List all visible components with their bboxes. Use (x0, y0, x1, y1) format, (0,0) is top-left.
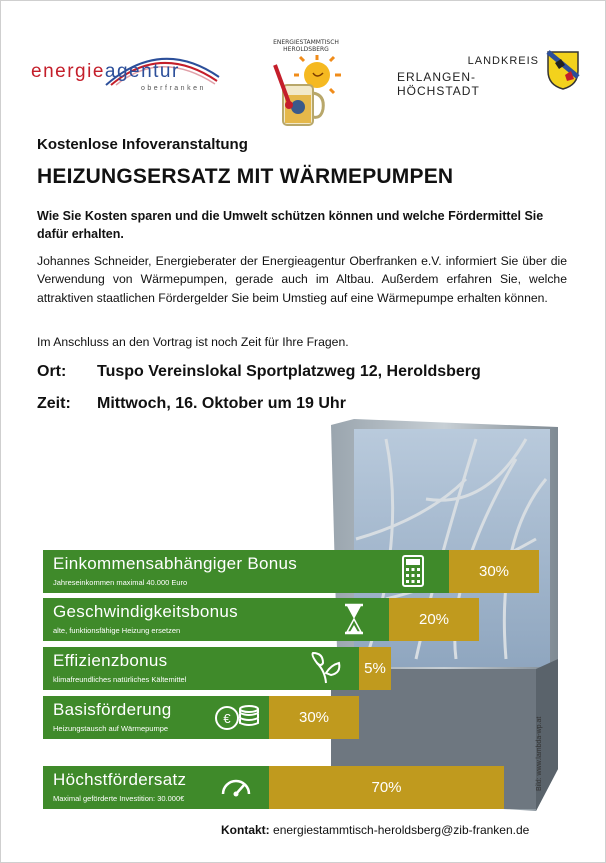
funding-bar-speed-bonus (43, 598, 479, 641)
energieagentur-wordmark: energieagentur (31, 61, 180, 82)
funding-bar-income-bonus (43, 550, 539, 593)
funding-bar-value: 20% (389, 598, 479, 641)
funding-bar-title: Einkommensabhängiger Bonus (53, 554, 298, 573)
event-lead: Wie Sie Kosten sparen und die Umwelt schützen können und welche Fördermittel Sie dafür erhalten. (37, 209, 544, 241)
landkreis-logo (397, 55, 587, 98)
funding-bar-value: 5% (359, 647, 391, 690)
funding-bar-efficiency-bonus (43, 647, 391, 690)
energieagentur-logo (31, 49, 206, 99)
time-value: Mittwoch, 16. Oktober um 19 Uhr (97, 395, 346, 412)
funding-bar-base-funding (43, 696, 359, 739)
funding-bar-subtitle: Jahreseinkommen maximal 40.000 Euro (53, 578, 188, 587)
time-label: Zeit: (37, 395, 71, 412)
funding-bar-title: Effizienzbonus (53, 651, 168, 670)
funding-bar-title: Geschwindigkeitsbonus (53, 602, 238, 621)
contact-email[interactable]: energiestammtisch-heroldsberg@zib-franken.de (273, 823, 530, 837)
leaf-icon (309, 651, 343, 685)
event-questions-note: Im Anschluss an den Vortrag ist noch Zeit für Ihre Fragen. (37, 335, 349, 349)
location-label: Ort: (37, 363, 67, 380)
funding-bar-subtitle: Maximal geförderte Investition: 30.000€ (53, 794, 185, 803)
gauge-icon (219, 770, 253, 804)
energieagentur-subline: oberfranken (141, 85, 206, 92)
calculator-icon (396, 554, 430, 588)
contact-label: Kontakt: (221, 823, 270, 837)
funding-bar-value: 30% (449, 550, 539, 593)
funding-bar-value: 30% (269, 696, 359, 739)
funding-bar-subtitle: klimafreundliches natürliches Kältemittel (53, 675, 187, 684)
funding-bar-title: Höchstfördersatz (53, 770, 187, 789)
funding-bar-subtitle: Heizungstausch auf Wärmepumpe (53, 724, 169, 733)
funding-bar-value: 70% (269, 766, 504, 809)
event-location (37, 363, 481, 381)
euro-coins-icon (213, 700, 261, 734)
coat-of-arms-icon (545, 49, 581, 91)
energiestammtisch-logo (263, 39, 349, 131)
image-credit: Bild: www.lambda-wp.at (536, 716, 543, 791)
event-title: HEIZUNGSERSATZ MIT WÄRMEPUMPEN (37, 165, 454, 188)
funding-bar-max-rate (43, 766, 504, 809)
landkreis-label: LANDKREIS (467, 55, 539, 67)
event-intro: Kostenlose Infoveranstaltung (37, 136, 248, 153)
energiestammtisch-logo-title: ENERGIESTAMMTISCH HEROLDSBERG (273, 39, 339, 53)
svg-text:€: € (223, 711, 231, 726)
hourglass-icon (337, 602, 371, 636)
landkreis-name: ERLANGEN-HÖCHSTADT (397, 70, 480, 98)
contact-line (221, 823, 529, 837)
location-value: Tuspo Vereinslokal Sportplatzweg 12, Heroldsberg (97, 363, 481, 380)
sun-beer-mug-icon (267, 55, 347, 129)
event-time (37, 395, 346, 413)
funding-bar-subtitle: alte, funktionsfähige Heizung ersetzen (53, 626, 181, 635)
event-description: Johannes Schneider, Energieberater der Energieagentur Oberfranken e.V. informiert Sie über die Verwendung von Wärmepumpen, gerade auch im Altbau. Außerdem erfahren Sie, welche attraktiven staatlichen Fördergelder Sie beim Umstieg auf eine Wärmepumpe erhalten können. (37, 254, 567, 305)
funding-bar-title: Basisförderung (53, 700, 172, 719)
